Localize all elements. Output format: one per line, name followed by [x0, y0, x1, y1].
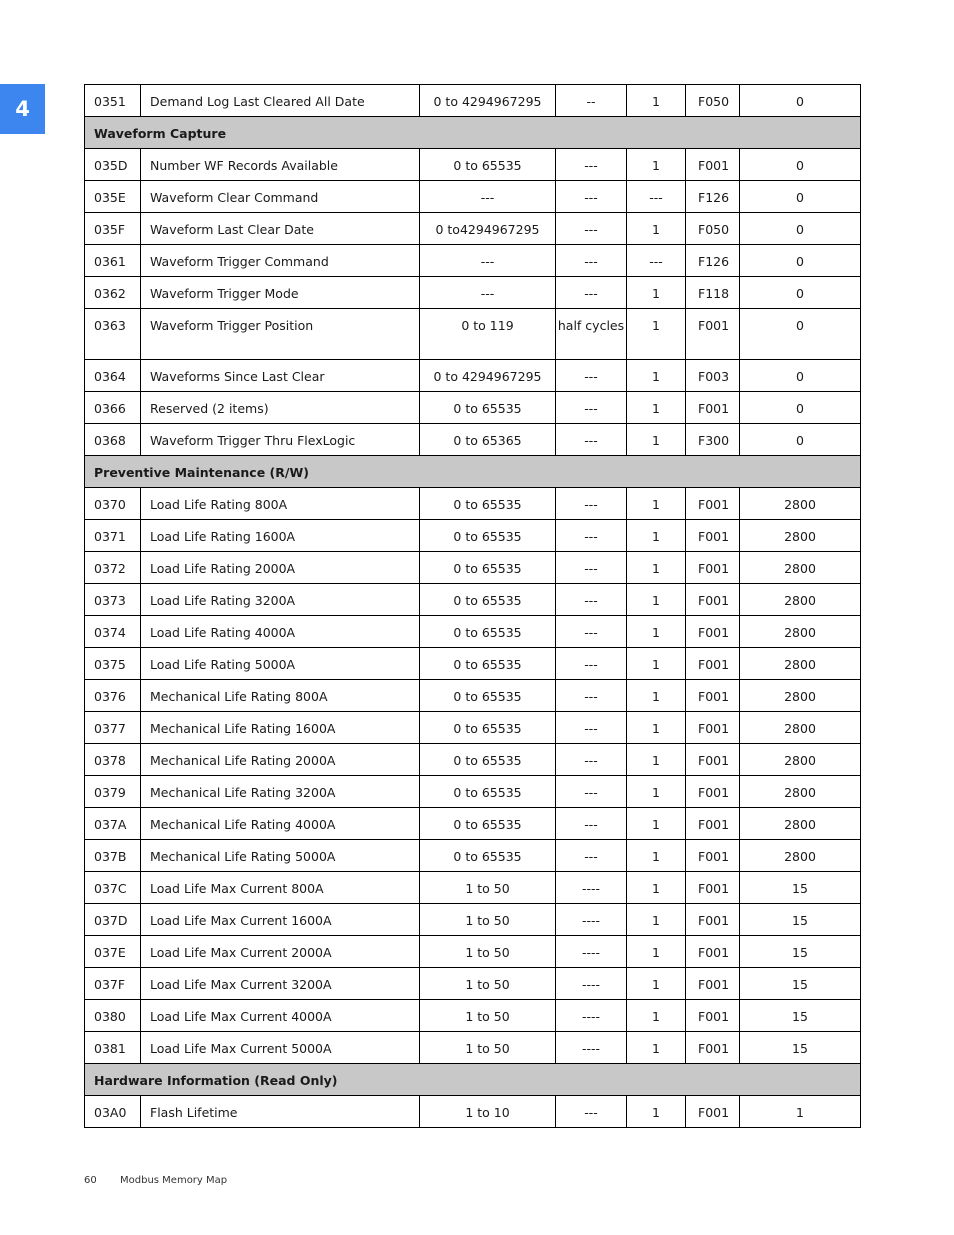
cell-units: --- — [556, 808, 627, 840]
cell-units: --- — [556, 616, 627, 648]
cell-format: F300 — [686, 424, 740, 456]
cell-address: 0362 — [85, 277, 141, 309]
cell-address: 0370 — [85, 488, 141, 520]
cell-address: 0379 — [85, 776, 141, 808]
cell-description: Reserved (2 items) — [141, 392, 420, 424]
cell-default: 0 — [740, 424, 861, 456]
cell-address: 0378 — [85, 744, 141, 776]
cell-step: 1 — [627, 584, 686, 616]
cell-address: 0375 — [85, 648, 141, 680]
cell-units: --- — [556, 776, 627, 808]
table-row — [85, 904, 861, 936]
cell-range: 0 to 65535 — [420, 744, 556, 776]
cell-description: Load Life Rating 5000A — [141, 648, 420, 680]
cell-units: --- — [556, 840, 627, 872]
cell-units: --- — [556, 424, 627, 456]
page-footer — [84, 1175, 228, 1186]
cell-step: 1 — [627, 648, 686, 680]
cell-default: 0 — [740, 392, 861, 424]
cell-step: 1 — [627, 616, 686, 648]
cell-default: 2800 — [740, 776, 861, 808]
cell-step: 1 — [627, 840, 686, 872]
cell-address: 0364 — [85, 360, 141, 392]
cell-units: --- — [556, 149, 627, 181]
cell-description: Mechanical Life Rating 2000A — [141, 744, 420, 776]
cell-description: Waveform Trigger Command — [141, 245, 420, 277]
cell-step: 1 — [627, 360, 686, 392]
cell-format: F001 — [686, 392, 740, 424]
table-row — [85, 744, 861, 776]
cell-address: 035F — [85, 213, 141, 245]
cell-range: 0 to4294967295 — [420, 213, 556, 245]
cell-description: Demand Log Last Cleared All Date — [141, 85, 420, 117]
cell-default: 2800 — [740, 520, 861, 552]
table-row — [85, 872, 861, 904]
table-row — [85, 712, 861, 744]
cell-description: Load Life Max Current 2000A — [141, 936, 420, 968]
cell-format: F001 — [686, 552, 740, 584]
cell-format: F050 — [686, 85, 740, 117]
cell-default: 0 — [740, 85, 861, 117]
cell-step: 1 — [627, 968, 686, 1000]
cell-format: F001 — [686, 1032, 740, 1064]
cell-range: 0 to 65535 — [420, 520, 556, 552]
cell-range: 0 to 65535 — [420, 648, 556, 680]
cell-address: 037E — [85, 936, 141, 968]
cell-default: 2800 — [740, 488, 861, 520]
cell-address: 0381 — [85, 1032, 141, 1064]
table-row — [85, 840, 861, 872]
cell-description: Load Life Max Current 3200A — [141, 968, 420, 1000]
cell-description: Mechanical Life Rating 1600A — [141, 712, 420, 744]
cell-address: 0366 — [85, 392, 141, 424]
table-row — [85, 584, 861, 616]
cell-step: 1 — [627, 488, 686, 520]
cell-range: 0 to 4294967295 — [420, 360, 556, 392]
cell-units: -- — [556, 85, 627, 117]
table-row — [85, 277, 861, 309]
cell-units: half cycles — [556, 309, 627, 360]
cell-address: 0363 — [85, 309, 141, 360]
cell-description: Waveforms Since Last Clear — [141, 360, 420, 392]
cell-address: 037F — [85, 968, 141, 1000]
cell-description: Mechanical Life Rating 5000A — [141, 840, 420, 872]
table-row — [85, 213, 861, 245]
cell-range: 0 to 65535 — [420, 488, 556, 520]
cell-format: F001 — [686, 712, 740, 744]
cell-range: 0 to 4294967295 — [420, 85, 556, 117]
cell-format: F050 — [686, 213, 740, 245]
cell-description: Load Life Max Current 800A — [141, 872, 420, 904]
table-row — [85, 181, 861, 213]
cell-step: 1 — [627, 424, 686, 456]
cell-default: 15 — [740, 904, 861, 936]
cell-default: 0 — [740, 277, 861, 309]
cell-address: 035D — [85, 149, 141, 181]
table-row — [85, 808, 861, 840]
cell-range: 0 to 65535 — [420, 776, 556, 808]
cell-step: 1 — [627, 392, 686, 424]
cell-range: 1 to 50 — [420, 904, 556, 936]
table-row — [85, 968, 861, 1000]
cell-default: 15 — [740, 1032, 861, 1064]
cell-range: --- — [420, 277, 556, 309]
cell-units: --- — [556, 181, 627, 213]
table-row — [85, 1096, 861, 1128]
section-title: Waveform Capture — [85, 117, 861, 149]
cell-step: --- — [627, 181, 686, 213]
cell-format: F001 — [686, 776, 740, 808]
cell-default: 0 — [740, 213, 861, 245]
cell-description: Load Life Rating 800A — [141, 488, 420, 520]
table-row — [85, 309, 861, 360]
cell-range: 0 to 65535 — [420, 392, 556, 424]
cell-step: 1 — [627, 213, 686, 245]
cell-default: 2800 — [740, 648, 861, 680]
cell-address: 0372 — [85, 552, 141, 584]
cell-format: F126 — [686, 181, 740, 213]
cell-range: 0 to 65365 — [420, 424, 556, 456]
cell-address: 037B — [85, 840, 141, 872]
cell-step: 1 — [627, 1000, 686, 1032]
cell-description: Load Life Max Current 5000A — [141, 1032, 420, 1064]
cell-range: 0 to 65535 — [420, 584, 556, 616]
table-row — [85, 1032, 861, 1064]
cell-address: 0376 — [85, 680, 141, 712]
cell-format: F001 — [686, 616, 740, 648]
cell-format: F001 — [686, 648, 740, 680]
cell-description: Waveform Clear Command — [141, 181, 420, 213]
cell-description: Waveform Trigger Thru FlexLogic — [141, 424, 420, 456]
cell-default: 2800 — [740, 680, 861, 712]
cell-units: --- — [556, 680, 627, 712]
modbus-register-table — [84, 84, 861, 1128]
cell-format: F001 — [686, 936, 740, 968]
cell-description: Mechanical Life Rating 800A — [141, 680, 420, 712]
section-header-row — [85, 117, 861, 149]
cell-units: --- — [556, 360, 627, 392]
cell-units: --- — [556, 245, 627, 277]
cell-format: F118 — [686, 277, 740, 309]
cell-address: 0380 — [85, 1000, 141, 1032]
table-row — [85, 85, 861, 117]
cell-description: Mechanical Life Rating 4000A — [141, 808, 420, 840]
cell-step: 1 — [627, 680, 686, 712]
cell-format: F001 — [686, 872, 740, 904]
cell-units: --- — [556, 392, 627, 424]
cell-description: Waveform Trigger Mode — [141, 277, 420, 309]
cell-format: F001 — [686, 1096, 740, 1128]
cell-description: Load Life Rating 3200A — [141, 584, 420, 616]
cell-default: 2800 — [740, 552, 861, 584]
table-row — [85, 552, 861, 584]
cell-step: 1 — [627, 520, 686, 552]
cell-address: 0374 — [85, 616, 141, 648]
cell-format: F001 — [686, 680, 740, 712]
cell-units: --- — [556, 277, 627, 309]
cell-range: 0 to 119 — [420, 309, 556, 360]
cell-units: ---- — [556, 872, 627, 904]
cell-units: ---- — [556, 968, 627, 1000]
table-row — [85, 149, 861, 181]
cell-description: Mechanical Life Rating 3200A — [141, 776, 420, 808]
table-row — [85, 360, 861, 392]
cell-range: 0 to 65535 — [420, 808, 556, 840]
cell-default: 15 — [740, 1000, 861, 1032]
cell-format: F001 — [686, 488, 740, 520]
cell-step: 1 — [627, 149, 686, 181]
cell-default: 1 — [740, 1096, 861, 1128]
cell-step: 1 — [627, 744, 686, 776]
cell-default: 2800 — [740, 808, 861, 840]
cell-range: 0 to 65535 — [420, 552, 556, 584]
cell-range: 1 to 50 — [420, 1032, 556, 1064]
cell-default: 2800 — [740, 584, 861, 616]
table-row — [85, 424, 861, 456]
cell-format: F001 — [686, 309, 740, 360]
cell-description: Load Life Rating 2000A — [141, 552, 420, 584]
cell-units: --- — [556, 744, 627, 776]
cell-description: Load Life Max Current 1600A — [141, 904, 420, 936]
cell-step: 1 — [627, 277, 686, 309]
table-row — [85, 648, 861, 680]
cell-address: 0373 — [85, 584, 141, 616]
cell-address: 037D — [85, 904, 141, 936]
cell-format: F126 — [686, 245, 740, 277]
cell-range: --- — [420, 181, 556, 213]
cell-range: 0 to 65535 — [420, 712, 556, 744]
cell-format: F001 — [686, 584, 740, 616]
table-row — [85, 936, 861, 968]
cell-range: 0 to 65535 — [420, 616, 556, 648]
cell-description: Load Life Rating 1600A — [141, 520, 420, 552]
cell-format: F001 — [686, 808, 740, 840]
cell-default: 15 — [740, 968, 861, 1000]
cell-format: F001 — [686, 520, 740, 552]
cell-address: 0377 — [85, 712, 141, 744]
cell-step: 1 — [627, 808, 686, 840]
cell-default: 2800 — [740, 712, 861, 744]
cell-step: --- — [627, 245, 686, 277]
cell-step: 1 — [627, 936, 686, 968]
cell-address: 0371 — [85, 520, 141, 552]
cell-description: Waveform Trigger Position — [141, 309, 420, 360]
section-title: Hardware Information (Read Only) — [85, 1064, 861, 1096]
cell-range: 1 to 10 — [420, 1096, 556, 1128]
cell-units: --- — [556, 213, 627, 245]
cell-range: 0 to 65535 — [420, 680, 556, 712]
cell-step: 1 — [627, 776, 686, 808]
section-header-row — [85, 456, 861, 488]
cell-address: 0368 — [85, 424, 141, 456]
cell-default: 0 — [740, 360, 861, 392]
cell-step: 1 — [627, 1096, 686, 1128]
cell-default: 15 — [740, 872, 861, 904]
table-row — [85, 488, 861, 520]
cell-range: 0 to 65535 — [420, 149, 556, 181]
cell-range: 1 to 50 — [420, 872, 556, 904]
table-row — [85, 1000, 861, 1032]
table-row — [85, 616, 861, 648]
cell-units: --- — [556, 520, 627, 552]
cell-format: F001 — [686, 1000, 740, 1032]
table-row — [85, 392, 861, 424]
cell-step: 1 — [627, 552, 686, 584]
cell-address: 035E — [85, 181, 141, 213]
cell-units: ---- — [556, 1000, 627, 1032]
cell-description: Flash Lifetime — [141, 1096, 420, 1128]
cell-address: 037C — [85, 872, 141, 904]
cell-units: --- — [556, 552, 627, 584]
cell-step: 1 — [627, 1032, 686, 1064]
cell-default: 0 — [740, 149, 861, 181]
cell-address: 037A — [85, 808, 141, 840]
cell-default: 15 — [740, 936, 861, 968]
cell-step: 1 — [627, 904, 686, 936]
table-row — [85, 245, 861, 277]
cell-units: --- — [556, 488, 627, 520]
page-number: 60 — [84, 1175, 97, 1186]
cell-units: ---- — [556, 904, 627, 936]
cell-description: Number WF Records Available — [141, 149, 420, 181]
cell-format: F001 — [686, 840, 740, 872]
cell-step: 1 — [627, 309, 686, 360]
cell-units: ---- — [556, 1032, 627, 1064]
cell-address: 03A0 — [85, 1096, 141, 1128]
cell-units: --- — [556, 584, 627, 616]
cell-default: 2800 — [740, 840, 861, 872]
cell-units: --- — [556, 712, 627, 744]
footer-title: Modbus Memory Map — [120, 1175, 228, 1186]
cell-address: 0351 — [85, 85, 141, 117]
cell-address: 0361 — [85, 245, 141, 277]
cell-range: --- — [420, 245, 556, 277]
cell-range: 1 to 50 — [420, 968, 556, 1000]
table-row — [85, 776, 861, 808]
cell-description: Load Life Max Current 4000A — [141, 1000, 420, 1032]
chapter-tab: 4 — [0, 84, 45, 134]
cell-units: --- — [556, 1096, 627, 1128]
cell-units: ---- — [556, 936, 627, 968]
cell-step: 1 — [627, 712, 686, 744]
cell-format: F001 — [686, 744, 740, 776]
cell-units: --- — [556, 648, 627, 680]
cell-default: 0 — [740, 181, 861, 213]
cell-description: Load Life Rating 4000A — [141, 616, 420, 648]
cell-default: 2800 — [740, 744, 861, 776]
cell-default: 2800 — [740, 616, 861, 648]
cell-range: 1 to 50 — [420, 936, 556, 968]
cell-default: 0 — [740, 245, 861, 277]
cell-default: 0 — [740, 309, 861, 360]
cell-range: 0 to 65535 — [420, 840, 556, 872]
cell-format: F001 — [686, 149, 740, 181]
cell-step: 1 — [627, 85, 686, 117]
cell-format: F001 — [686, 904, 740, 936]
table-row — [85, 680, 861, 712]
cell-format: F003 — [686, 360, 740, 392]
cell-description: Waveform Last Clear Date — [141, 213, 420, 245]
section-header-row — [85, 1064, 861, 1096]
table-row — [85, 520, 861, 552]
cell-range: 1 to 50 — [420, 1000, 556, 1032]
cell-step: 1 — [627, 872, 686, 904]
section-title: Preventive Maintenance (R/W) — [85, 456, 861, 488]
cell-format: F001 — [686, 968, 740, 1000]
